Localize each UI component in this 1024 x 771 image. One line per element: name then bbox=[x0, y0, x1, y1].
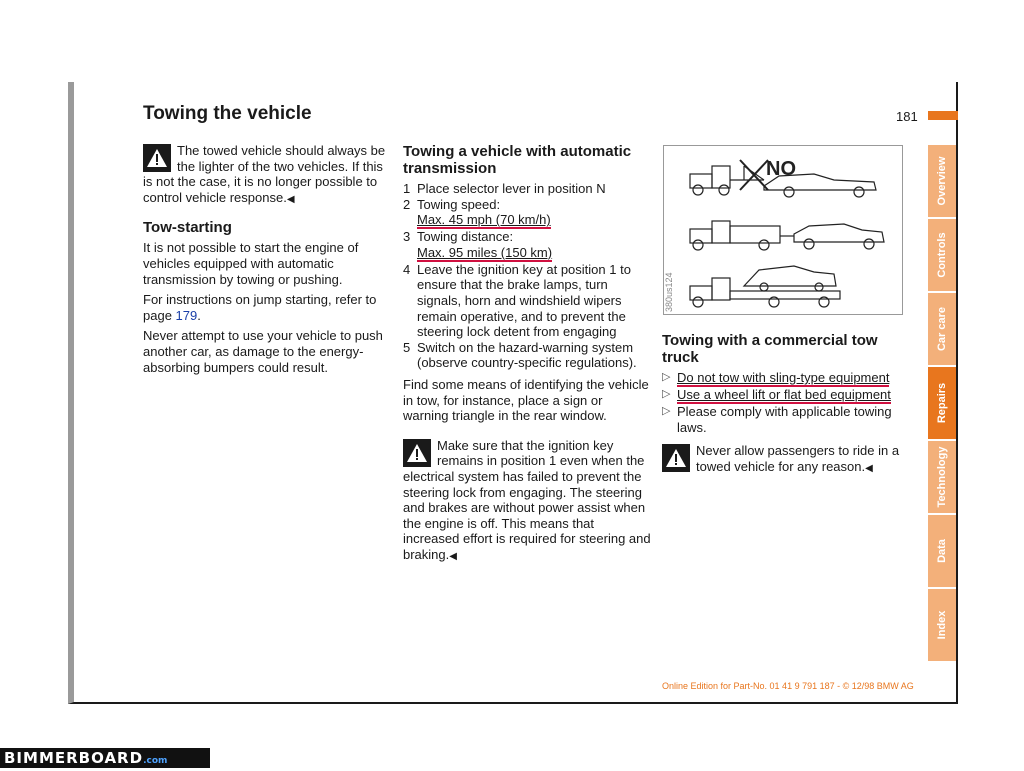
jump-start-text: For instructions on jump starting, refer to page bbox=[143, 292, 377, 323]
tow-truck-bullets bbox=[662, 370, 914, 435]
list-item bbox=[662, 404, 914, 435]
max-speed-note: Max. 45 mph (70 km/h) bbox=[417, 212, 551, 228]
warning-text: Make sure that the ignition key remains in position 1 even when the electrical system has failed to prevent the steering lock from engaging. The steering and brakes are without power assist when the engine is off. This means that increased effort is required for steering and braking. bbox=[403, 437, 651, 562]
step-text: Towing distance: bbox=[417, 229, 514, 245]
warning-ignition-key bbox=[403, 438, 651, 565]
tow-truck-illustration bbox=[663, 145, 903, 315]
tab-data[interactable] bbox=[928, 515, 956, 587]
tab-label: Overview bbox=[936, 156, 948, 206]
warning-text: Never allow passengers to ride in a towed vehicle for any reason. bbox=[696, 443, 900, 474]
tab-label: Data bbox=[936, 539, 948, 563]
section-tabs bbox=[928, 145, 956, 663]
automatic-towing-heading: Towing a vehicle with automatic transmission bbox=[403, 143, 632, 177]
step-text: Leave the ignition key at position 1 to ensure that the brake lamps, turn signals, horn and windshield wipers remain operative, and to prevent the steering lock detent from engaging bbox=[417, 261, 631, 340]
tab-label: Technology bbox=[936, 446, 948, 508]
warning-passengers bbox=[662, 443, 914, 476]
column-right bbox=[662, 332, 914, 481]
tab-index[interactable] bbox=[928, 589, 956, 661]
towing-steps-list bbox=[403, 181, 651, 371]
commercial-tow-heading: Towing with a commercial tow truck bbox=[662, 332, 878, 366]
tab-car-care[interactable] bbox=[928, 293, 956, 365]
step-number: 2 bbox=[403, 196, 411, 212]
bullet-text: Use a wheel lift or flat bed equipment bbox=[677, 387, 891, 402]
bimmerboard-watermark bbox=[0, 748, 210, 768]
triangle-bullet-icon: ▷ bbox=[662, 388, 671, 400]
jump-start-paragraph bbox=[143, 292, 388, 323]
tab-controls[interactable] bbox=[928, 219, 956, 291]
warning-triangle-icon bbox=[403, 439, 431, 467]
max-distance-note: Max. 95 miles (150 km) bbox=[417, 244, 553, 260]
end-mark-icon: ◀ bbox=[286, 193, 295, 205]
tow-starting-heading: Tow-starting bbox=[143, 219, 232, 237]
list-item bbox=[403, 181, 651, 197]
step-text: Place selector lever in position N bbox=[417, 181, 606, 196]
watermark-brand: BIMMERBOARD bbox=[4, 749, 144, 767]
footer-edition-note: Online Edition for Part-No. 01 41 9 791 187 - © 12/98 BMW AG bbox=[662, 681, 914, 691]
step-text: Switch on the hazard-warning system (observe country-specific regulations). bbox=[417, 339, 637, 371]
figure-code: 380us124 bbox=[664, 272, 674, 312]
end-mark-icon: ◀ bbox=[449, 550, 457, 562]
column-middle bbox=[403, 143, 651, 569]
list-item bbox=[662, 387, 914, 404]
tab-label: Car care bbox=[936, 306, 948, 352]
page-number-bar bbox=[928, 111, 958, 120]
step-number: 3 bbox=[403, 229, 411, 245]
triangle-bullet-icon: ▷ bbox=[662, 371, 671, 383]
tab-overview[interactable] bbox=[928, 145, 956, 217]
list-item bbox=[403, 229, 651, 262]
tab-label: Controls bbox=[936, 232, 948, 278]
column-left bbox=[143, 143, 388, 380]
page-179-link[interactable]: 179 bbox=[175, 307, 198, 323]
page-title: Towing the vehicle bbox=[143, 103, 312, 124]
warning-triangle-icon bbox=[143, 144, 171, 172]
step-text: Towing speed: bbox=[417, 196, 501, 212]
bullet-text: Please comply with applicable towing laws. bbox=[677, 404, 892, 435]
jump-start-suffix: . bbox=[197, 307, 201, 323]
bullet-text: Do not tow with sling-type equipment bbox=[677, 370, 890, 385]
list-item bbox=[403, 262, 651, 340]
tab-technology[interactable] bbox=[928, 441, 956, 513]
tab-repairs[interactable] bbox=[928, 367, 956, 439]
step-number: 5 bbox=[403, 339, 411, 355]
identify-vehicle-paragraph: Find some means of identifying the vehicle in tow, for instance, place a sign or warning triangle in the rear window. bbox=[403, 376, 649, 424]
triangle-bullet-icon: ▷ bbox=[662, 405, 671, 417]
tab-label: Index bbox=[936, 610, 948, 640]
end-mark-icon: ◀ bbox=[865, 462, 873, 474]
list-item bbox=[403, 197, 651, 230]
warning-text: The towed vehicle should always be the lighter of the two vehicles. If this is not the case, it is no longer possible to control vehicle response. bbox=[143, 143, 386, 205]
warning-triangle-icon bbox=[662, 444, 690, 472]
tow-starting-paragraph: It is not possible to start the engine of vehicles equipped with automatic transmission by towing or pushing. bbox=[143, 240, 359, 287]
list-item bbox=[403, 340, 651, 371]
no-label: NO bbox=[766, 158, 796, 180]
page-number: 181 bbox=[896, 109, 918, 124]
tab-label: Repairs bbox=[936, 382, 948, 424]
warning-lighter-vehicle bbox=[143, 143, 388, 207]
step-number: 1 bbox=[403, 181, 411, 196]
watermark-suffix: .com bbox=[143, 756, 168, 766]
step-number: 4 bbox=[403, 261, 411, 277]
list-item bbox=[662, 370, 914, 387]
push-warning-paragraph: Never attempt to use your vehicle to push another car, as damage to the energy-absorbing bumpers could result. bbox=[143, 328, 383, 375]
